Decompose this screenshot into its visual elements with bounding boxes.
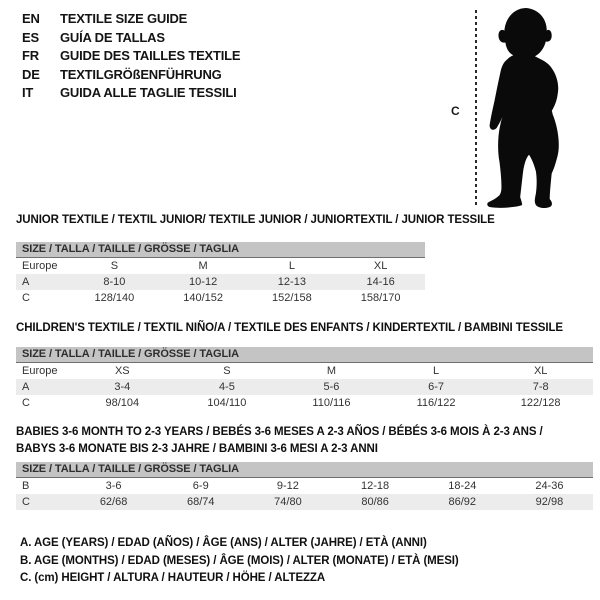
size-cell: 12-13 [277,276,306,288]
size-cell: M [326,365,337,377]
size-cell: 3-4 [114,381,131,393]
table-title-line: CHILDREN'S TEXTILE / TEXTIL NIÑO/A / TEXTILE DES ENFANTS / KINDERTEXTIL / BAMBINI TESSILE [16,322,563,334]
size-cell: 140/152 [183,292,223,304]
size-cell: 128/140 [94,292,135,304]
row-label: Europe [22,260,58,272]
size-cell: 12-18 [361,480,390,492]
size-cell: XS [114,365,130,377]
language-row [22,29,240,48]
language-title: GUÍA DE TALLAS [60,29,165,45]
table-row [16,379,593,395]
row-label: B [22,480,30,492]
size-cell: S [223,365,231,377]
table-row [16,494,593,510]
size-cell: 110/116 [312,397,351,409]
measurement-legend [20,535,459,588]
size-cell: 14-16 [366,276,395,288]
junior-size-table [16,242,425,306]
language-list [22,10,240,103]
height-measure-label: C [451,104,460,118]
size-cell: 8-10 [103,276,126,288]
table-title-line: JUNIOR TEXTILE / TEXTIL JUNIOR/ TEXTILE JUNIOR / JUNIORTEXTIL / JUNIOR TESSILE [16,214,495,226]
baby-silhouette-icon [484,6,579,208]
size-cell: 24-36 [535,480,564,492]
language-row [22,66,240,85]
size-cell: L [433,365,440,377]
size-header-bar: SIZE / TALLA / TAILLE / GRÖSSE / TAGLIA [16,242,425,258]
row-label: C [22,292,30,304]
baby-silhouette-path [487,8,559,208]
size-cell: 74/80 [274,496,302,508]
size-cell: 116/122 [416,397,456,409]
language-code: FR [22,48,39,64]
legend-line: A. AGE (YEARS) / EDAD (AÑOS) / ÂGE (ANS) / ALTER (JAHRE) / ETÀ (ANNI) [20,537,427,549]
language-title: TEXTILE SIZE GUIDE [60,11,188,26]
size-cell: 104/110 [207,397,247,409]
table-title-line: BABYS 3-6 MONATE BIS 2-3 JAHRE / BAMBINI 3-6 MESI A 2-3 ANNI [16,443,378,455]
row-label: C [22,496,30,508]
language-title: TEXTILGRÖßENFÜHRUNG [60,66,222,82]
table-row [16,258,425,274]
size-cell: 6-9 [192,480,209,492]
size-cell: XL [533,365,548,377]
size-cell: 98/104 [105,397,140,409]
size-cell: 6-7 [428,381,445,393]
size-header-bar: SIZE / TALLA / TAILLE / GRÖSSE / TAGLIA [16,347,593,363]
table-row [16,363,593,379]
babies-size-table [16,462,593,510]
language-row [22,84,240,103]
size-cell: 92/98 [535,496,564,508]
language-row [22,47,240,66]
row-label: A [22,381,30,393]
language-row [22,10,240,29]
row-label: A [22,276,30,288]
children-table-title [16,320,563,337]
size-cell: 4-5 [218,381,235,393]
size-cell: 9-12 [276,480,299,492]
language-code: DE [22,66,40,82]
legend-line: C. (cm) HEIGHT / ALTURA / HAUTEUR / HÖHE / ALTEZZA [20,572,326,584]
language-code: ES [22,29,39,45]
junior-table-title [16,212,495,229]
table-title-line: BABIES 3-6 MONTH TO 2-3 YEARS / BEBÉS 3-6 MESES A 2-3 AÑOS / BÉBÉS 3-6 MOIS À 2-3 ANS / [16,426,543,438]
language-code: EN [22,11,40,26]
babies-table-title [16,424,543,458]
size-cell: 18-24 [448,480,477,492]
size-cell: 68/74 [186,496,215,508]
size-header-bar: SIZE / TALLA / TAILLE / GRÖSSE / TAGLIA [16,462,593,478]
table-row [16,274,425,290]
size-cell: 158/170 [360,292,401,304]
language-title: GUIDE DES TAILLES TEXTILE [60,48,241,64]
size-cell: XL [373,260,388,272]
size-cell: S [110,260,119,272]
size-cell: 122/128 [520,397,561,409]
language-code: IT [22,85,34,101]
row-label: Europe [22,365,58,377]
table-row [16,478,593,494]
size-cell: 80/86 [361,496,389,508]
table-row [16,395,593,411]
size-cell: L [288,260,295,272]
height-measure-dashed-line [475,10,477,206]
table-row [16,290,425,306]
size-cell: 7-8 [532,381,549,393]
size-cell: 86/92 [448,496,477,508]
size-cell: 152/158 [271,292,312,304]
size-cell: 5-6 [323,381,340,393]
legend-line: B. AGE (MONTHS) / EDAD (MESES) / ÂGE (MOIS) / ALTER (MONATE) / ETÀ (MESI) [20,554,459,567]
size-cell: 3-6 [105,480,122,492]
language-title: GUIDA ALLE TAGLIE TESSILI [60,85,237,101]
size-cell: 10-12 [189,276,218,288]
row-label: C [22,397,30,409]
size-cell: 62/68 [99,496,128,508]
children-size-table [16,347,593,411]
size-cell: M [198,260,208,272]
